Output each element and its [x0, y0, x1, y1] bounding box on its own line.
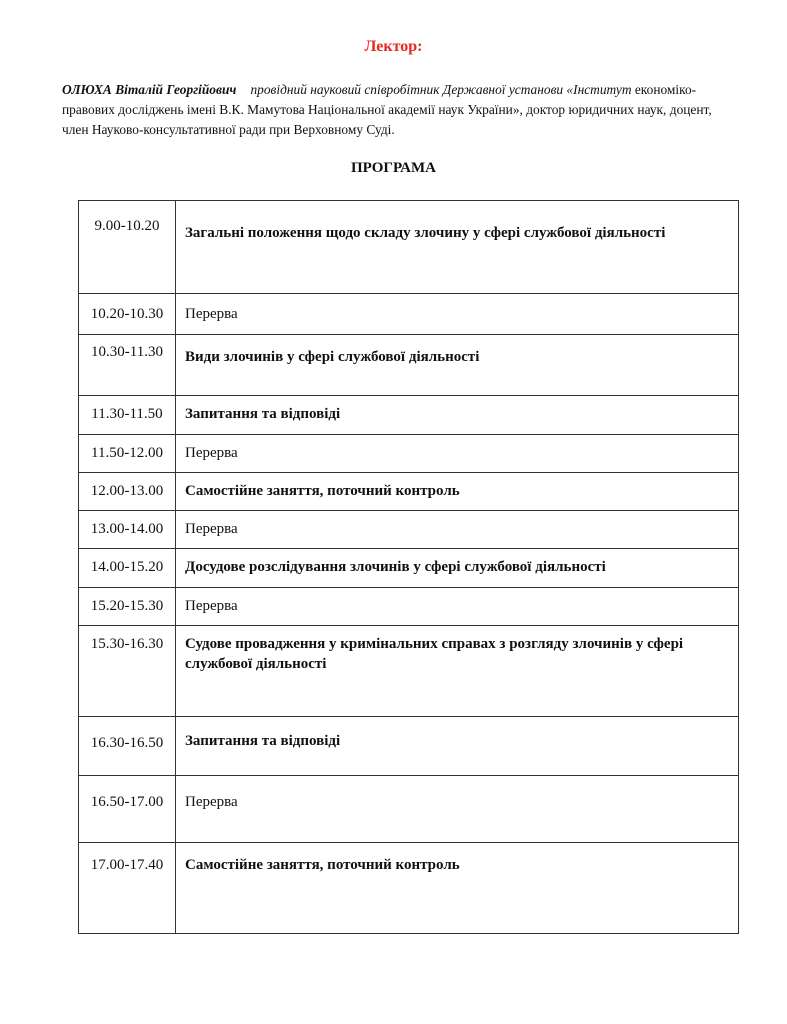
lecturer-info [62, 80, 712, 140]
time-cell: 16.50-17.00 [79, 776, 176, 843]
table-row [79, 626, 739, 717]
table-row [79, 776, 739, 843]
topic-cell: Перерва [176, 435, 739, 473]
time-cell: 11.50-12.00 [79, 435, 176, 473]
topic-cell: Загальні положення щодо складу злочину у сфері службової діяльності [176, 201, 739, 294]
table-row [79, 201, 739, 294]
topic-cell: Види злочинів у сфері службової діяльності [176, 335, 739, 396]
topic-cell: Перерва [176, 511, 739, 549]
topic-cell: Перерва [176, 588, 739, 626]
table-row [79, 473, 739, 511]
time-cell: 10.30-11.30 [79, 335, 176, 396]
topic-cell: Перерва [176, 776, 739, 843]
table-row [79, 294, 739, 335]
time-cell: 15.30-16.30 [79, 626, 176, 717]
table-row [79, 717, 739, 776]
topic-cell: Судове провадження у кримінальних справах з розгляду злочинів у сфері службової діяльності [176, 626, 739, 717]
topic-cell: Самостійне заняття, поточний контроль [176, 473, 739, 511]
table-row [79, 435, 739, 473]
topic-cell: Запитання та відповіді [176, 717, 739, 776]
time-cell: 15.20-15.30 [79, 588, 176, 626]
time-cell: 16.30-16.50 [79, 717, 176, 776]
topic-cell: Самостійне заняття, поточний контроль [176, 843, 739, 934]
table-row [79, 843, 739, 934]
lector-heading: Лектор: [364, 38, 423, 55]
table-row [79, 588, 739, 626]
topic-cell: Перерва [176, 294, 739, 335]
time-cell: 10.20-10.30 [79, 294, 176, 335]
program-title: ПРОГРАМА [350, 160, 437, 176]
time-cell: 17.00-17.40 [79, 843, 176, 934]
time-cell: 9.00-10.20 [79, 201, 176, 294]
table-row [79, 396, 739, 435]
lecturer-description: економіко-правових досліджень імені В.К. Мамутова Національної академії наук України», доктор юридичних наук, доцент, член Науково-консультативної ради при Верховному Суді. [62, 82, 712, 137]
lecturer-name: ОЛЮХА Віталій Георгійович [62, 82, 237, 97]
table-row [79, 549, 739, 588]
topic-cell: Досудове розслідування злочинів у сфері службової діяльності [176, 549, 739, 588]
topic-cell: Запитання та відповіді [176, 396, 739, 435]
schedule-table [78, 200, 739, 934]
table-row [79, 511, 739, 549]
time-cell: 13.00-14.00 [79, 511, 176, 549]
time-cell: 11.30-11.50 [79, 396, 176, 435]
lecturer-description-first-line: провідний науковий співробітник Державної установи «Інститут [250, 82, 632, 97]
time-cell: 14.00-15.20 [79, 549, 176, 588]
table-row [79, 335, 739, 396]
time-cell: 12.00-13.00 [79, 473, 176, 511]
